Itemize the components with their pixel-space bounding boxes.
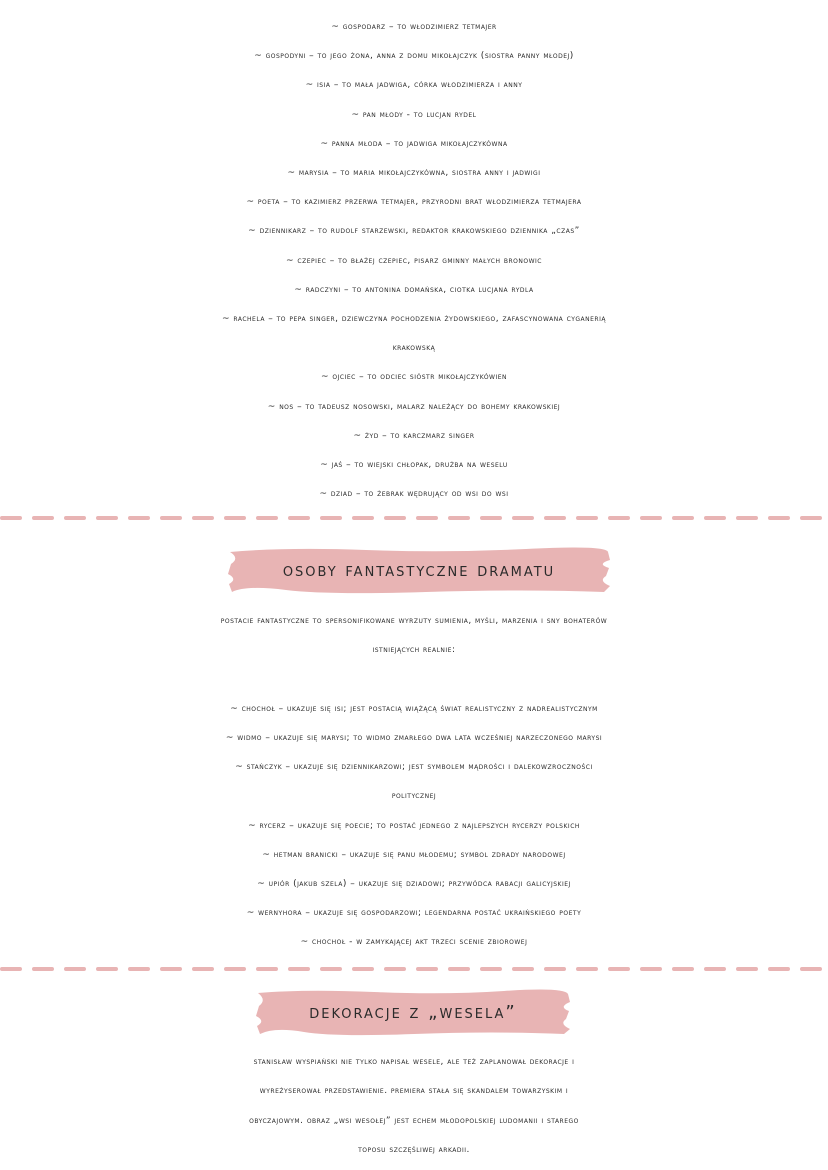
list-item: ~ chochoł – ukazuje się isi; jest postacią wiążącą świat realistyczny z nadrealistycznym — [230, 704, 598, 714]
paragraph-line: obyczajowym. obraz „wsi wesołej” jest echem młodopolskiej ludomanii i starego — [249, 1116, 579, 1126]
intro-text: postacie fantastyczne to spersonifikowane wyrzuty sumienia, myśli, marzenia i sny bohaterów — [220, 616, 608, 626]
list-item: krakowską — [392, 343, 436, 353]
paragraph-line: toposu szczęśliwej arkadii. — [358, 1145, 470, 1155]
list-item: ~ gospodarz – to włodzimierz tetmajer — [331, 22, 497, 32]
list-item: ~ wernyhora – ukazuje się gospodarzowi; legendarna postać ukraińskiego poety — [246, 908, 582, 918]
list-item: ~ poeta – to kazimierz przerwa tetmajer, przyrodni brat włodzimierza tetmajera — [246, 197, 582, 207]
list-item: ~ nos – to tadeusz nosowski, malarz należący do bohemy krakowskiej — [267, 402, 561, 412]
list-item: politycznej — [391, 791, 437, 801]
list-item: ~ jaś – to wiejski chłopak, drużba na weselu — [320, 460, 508, 470]
list-item: ~ gospodyni – to jego żona, anna z domu mikołajczyk (siostra panny młodej) — [254, 51, 574, 61]
list-item: ~ marysia – to maria mikołajczykówna, siostra anny i jadwigi — [287, 168, 541, 178]
list-item: ~ isia – to mała jadwiga, córka włodzimierza i anny — [305, 80, 523, 90]
list-item: ~ radczyni – to antonina domańska, ciotka lucjana rydla — [294, 285, 534, 295]
paragraph-line: wyreżyserował przedstawienie. premiera stała się skandalem towarzyskim i — [259, 1086, 569, 1096]
list-item: ~ dziad – to żebrak wędrujący od wsi do wsi — [319, 489, 509, 499]
intro-text: istniejących realnie: — [372, 645, 456, 655]
section-title: dekoracje z „wesela” — [309, 1001, 517, 1023]
list-item: ~ dziennikarz – to rudolf starzewski, redaktor krakowskiego dziennika „czas” — [248, 226, 580, 236]
list-item: ~ czepiec – to błażej czepiec, pisarz gminny małych bronowic — [286, 256, 542, 266]
list-item: ~ panna młoda – to jadwiga mikołajczykówna — [320, 139, 508, 149]
list-item: ~ rachela – to pepa singer, dziewczyna pochodzenia żydowskiego, zafascynowana cyganerią — [222, 314, 606, 324]
list-item: ~ stańczyk – ukazuje się dziennikarzowi; jest symbolem mądrości i dalekowzroczności — [235, 762, 593, 772]
section-title: osoby fantastyczne dramatu — [282, 559, 556, 581]
list-item: ~ widmo – ukazuje się marysi; to widmo zmarłego dwa lata wcześniej narzeczonego marysi — [225, 733, 603, 743]
dashed-divider — [0, 966, 828, 972]
list-item: ~ żyd – to karczmarz singer — [353, 431, 475, 441]
list-item: ~ rycerz – ukazuje się poecie; to postać jednego z najlepszych rycerzy polskich — [248, 821, 580, 831]
section-heading-fantastic — [226, 546, 612, 594]
list-item: ~ pan młody - to lucjan rydel — [351, 110, 477, 120]
list-item: ~ chochoł - w zamykającej akt trzeci scenie zbiorowej — [300, 937, 528, 947]
paragraph-line: stanisław wyspiański nie tylko napisał wesele, ale też zaplanował dekoracje i — [253, 1057, 575, 1067]
list-item: ~ ojciec – to odciec sióstr mikołajczykówien — [320, 372, 508, 382]
dashed-divider — [0, 515, 828, 521]
section-heading-decor — [254, 988, 572, 1036]
list-item: ~ hetman branicki – ukazuje się panu młodemu; symbol zdrady narodowej — [262, 850, 566, 860]
list-item: ~ upiór (jakub szela) – ukazuje się dziadowi; przywódca rabacji galicyjskiej — [257, 879, 571, 889]
